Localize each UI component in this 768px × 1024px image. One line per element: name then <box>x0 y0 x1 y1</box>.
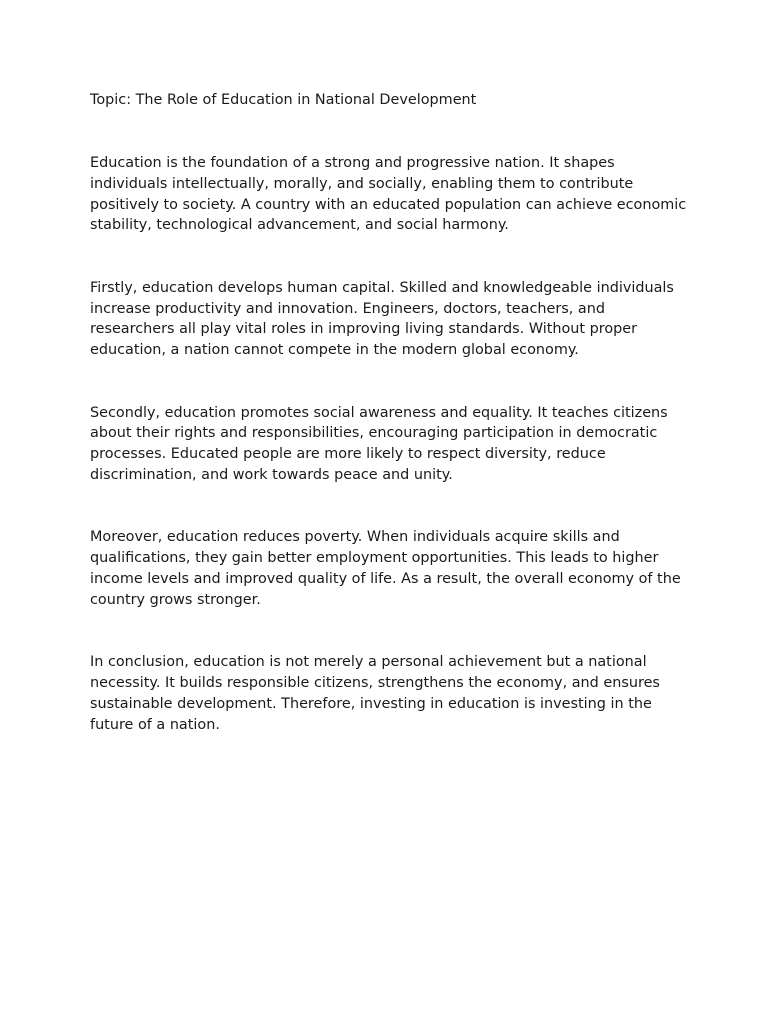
paragraph-social-awareness: Secondly, education promotes social awareness and equality. It teaches citizens about their rights and responsibilities, encouraging participation in democratic processes. Educated people are more likely to respect diversity, reduce discrimination, and work towards peace and unity. <box>90 404 668 483</box>
document-topic: Topic: The Role of Education in National Development <box>90 92 477 108</box>
document-body <box>90 90 690 735</box>
paragraph-human-capital: Firstly, education develops human capital. Skilled and knowledgeable individuals increase productivity and innovation. Engineers, doctors, teachers, and researchers all play vital roles in improving living standards. Without proper education, a nation cannot compete in the modern global economy. <box>90 279 674 359</box>
paragraph-introduction: Education is the foundation of a strong and progressive nation. It shapes individuals intellectually, morally, and socially, enabling them to contribute positively to society. A country with an educated population can achieve economic stability, technological advancement, and social harmony. <box>90 155 687 234</box>
paragraph-conclusion: In conclusion, education is not merely a personal achievement but a national necessity. It builds responsible citizens, strengthens the economy, and ensures sustainable development. Therefore, investing in education is investing in the future of a nation. <box>90 654 660 733</box>
paragraph-poverty: Moreover, education reduces poverty. When individuals acquire skills and qualifications, they gain better employment opportunities. This leads to higher income levels and improved quality of life. As a result, the overall economy of the country grows stronger. <box>90 529 681 608</box>
